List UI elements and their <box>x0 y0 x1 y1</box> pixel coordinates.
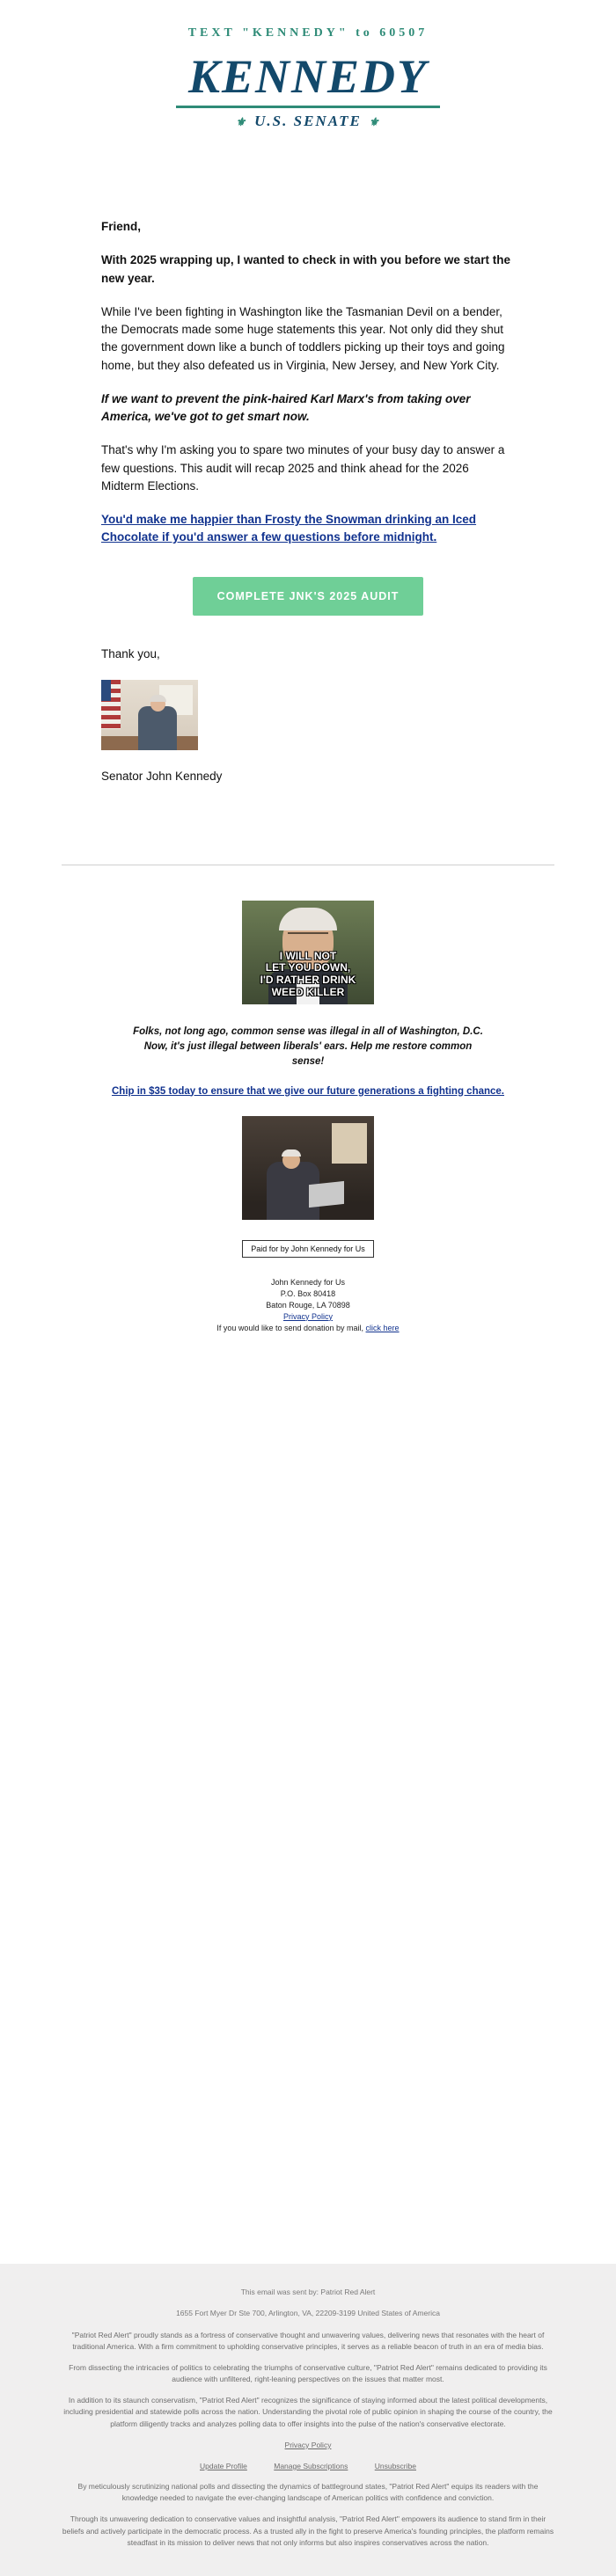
meme-container <box>0 901 616 1009</box>
meme-image <box>242 901 374 1004</box>
meme-overlay-text <box>242 951 374 999</box>
meme-line-2: LET YOU DOWN, <box>265 961 351 974</box>
logo-subtitle <box>0 113 616 130</box>
senator-laptop-photo <box>242 1116 374 1220</box>
cta-container <box>101 577 515 617</box>
footer-sent-by: This email was sent by: Patriot Red Alert <box>240 2288 376 2297</box>
paragraph-4: That's why I'm asking you to spare two minutes of your busy day to answer a few questions. This audit will recap 2025 and think ahead for the 2026 Midterm Elections. <box>101 443 505 493</box>
committee-name: John Kennedy for Us <box>270 1277 346 1287</box>
chip-in-link[interactable]: Chip in $35 today to ensure that we give our future generations a fighting chance. <box>111 1085 504 1097</box>
logo-subtitle-label: U.S. SENATE <box>254 113 362 129</box>
glasses-icon <box>288 932 328 941</box>
footer-address: 1655 Fort Myer Dr Ste 700, Arlington, VA, 22209-3199 United States of America <box>176 2309 440 2318</box>
update-profile-link[interactable]: Update Profile <box>200 2461 247 2470</box>
salutation: Friend, <box>101 220 142 233</box>
meme-line-1: I WILL NOT <box>279 949 337 962</box>
email-body <box>101 130 515 785</box>
fleur-de-lis-icon: ⚜ <box>235 115 248 128</box>
privacy-policy-link[interactable]: Privacy Policy <box>282 1311 333 1321</box>
committee-address-block <box>0 1277 616 1334</box>
paragraph-1: With 2025 wrapping up, I wanted to check in with you before we start the new year. <box>101 253 510 285</box>
flag-canton <box>101 680 111 701</box>
signature-name: Senator John Kennedy <box>101 769 223 783</box>
senator-office-photo <box>101 680 198 750</box>
thank-you-line: Thank you, <box>101 647 160 661</box>
laptop-icon <box>309 1180 344 1207</box>
second-photo-container <box>0 1116 616 1224</box>
complete-audit-button[interactable]: COMPLETE JNK'S 2025 AUDIT <box>193 577 424 617</box>
photo2-window <box>332 1123 367 1164</box>
paragraph-3: If we want to prevent the pink-haired Karl Marx's from taking over America, we've got to get smart now. <box>101 391 471 423</box>
paid-for-disclaimer: Paid for by John Kennedy for Us <box>242 1240 374 1258</box>
manage-subscriptions-link[interactable]: Manage Subscriptions <box>274 2461 348 2470</box>
footer-paragraph-1: "Patriot Red Alert" proudly stands as a fortress of conservative thought and unwavering values, delivering news that resonates with the heart of traditional America. With a firm commitment to upholding conservative principles, it serves as a reliable beacon of truth in an era of media bias. <box>71 2330 545 2351</box>
fleur-de-lis-icon-right: ⚜ <box>368 115 381 128</box>
email-footer <box>0 2264 616 2576</box>
footer-links <box>62 2461 554 2472</box>
unsubscribe-link[interactable]: Unsubscribe <box>374 2461 416 2470</box>
committee-city-state: Baton Rouge, LA 70898 <box>266 1300 350 1310</box>
footer-paragraph-3: In addition to its staunch conservatism, "Patriot Red Alert" recognizes the significance of staying informed about the latest political developments, including presidential and statewide polls across the nation. Understanding the pivotal role of public opinion in shaping the course of the country, the platform diligently tracks and analyzes polling data to offer insights into the pulse of the nation's conservative electorate. <box>63 2396 553 2428</box>
photo2-person-hair <box>282 1149 301 1157</box>
photo-person-body <box>138 706 177 750</box>
footer-paragraph-5: Through its unwavering dedication to conservative values and insightful analysis, "Patriot Red Alert" empowers its audience to stand firm in their beliefs and actively participate in the democratic process. As a trusted ally in the fight to preserve America's founding principles, the platform remains steadfast in its mission to deliver news that not only informs but also inspires conservatives across the nation. <box>62 2514 554 2547</box>
email-header <box>0 0 616 130</box>
audit-text-link[interactable]: You'd make me happier than Frosty the Snowman drinking an Iced Chocolate if you'd answer a few questions before midnight. <box>101 513 477 544</box>
footer-paragraph-4: By meticulously scrutinizing national polls and dissecting the dynamics of battleground states, "Patriot Red Alert" equips its readers with the knowledge needed to navigate the ever-changing landscape of American politics with confidence and conviction. <box>77 2482 539 2503</box>
footer-paragraph-2: From dissecting the intricacies of politics to celebrating the triumphs of conservative culture, "Patriot Red Alert" remains dedicated to providing its audience with unfiltered, right-leaning perspectives on the issues that matter most. <box>69 2362 547 2384</box>
meme-line-4: WEED KILLER <box>271 985 345 998</box>
text-keyword-line: TEXT "KENNEDY" to 60507 <box>187 26 429 40</box>
committee-po-box: P.O. Box 80418 <box>280 1288 336 1298</box>
paragraph-2: While I've been fighting in Washington like the Tasmanian Devil on a bender, the Democrats made some huge statements this year. Not only did they shut the government down like a bunch of toddlers picking up their toys and going home, but they also defeated us in Virginia, New Jersey, and New York City. <box>101 304 505 372</box>
meme-line-3: I'D RATHER DRINK <box>260 974 356 987</box>
mail-donation-link[interactable]: click here <box>365 1323 400 1332</box>
meme-caption: Folks, not long ago, common sense was illegal in all of Washington, D.C. Now, it's just illegal between liberals' ears. Help me restore common sense! <box>133 1025 483 1068</box>
footer-privacy-policy[interactable]: Privacy Policy <box>284 2440 332 2449</box>
logo-divider-rule <box>176 106 440 108</box>
mail-donation-text: If you would like to send donation by mail, <box>216 1323 364 1332</box>
kennedy-logo-wordmark: KENNEDY <box>187 50 429 103</box>
